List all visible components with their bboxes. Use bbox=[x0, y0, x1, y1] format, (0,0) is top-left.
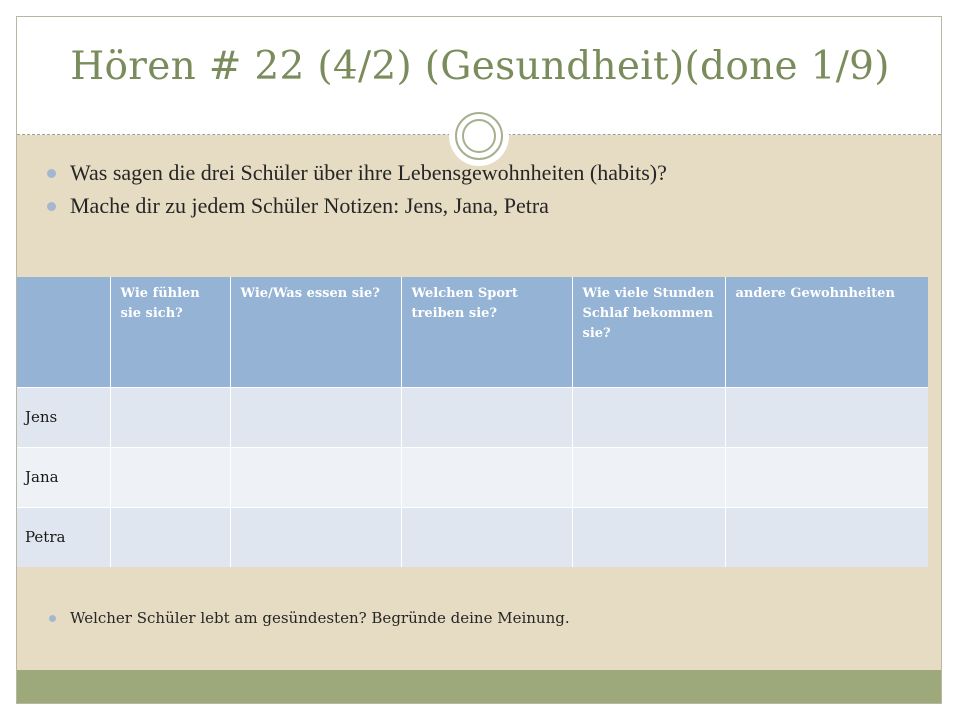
bullet-list bbox=[44, 160, 844, 226]
column-header: Wie/Was essen sie? bbox=[230, 277, 401, 387]
table-header-row bbox=[17, 277, 928, 387]
slide-title: Hören # 22 (4/2) (Gesundheit)(done 1/9) bbox=[70, 44, 890, 89]
bullet-dot-icon bbox=[47, 169, 56, 178]
note-cell[interactable] bbox=[572, 507, 725, 567]
note-cell[interactable] bbox=[230, 447, 401, 507]
student-name-cell: Petra bbox=[17, 507, 110, 567]
bullet-dot-icon bbox=[47, 202, 56, 211]
note-cell[interactable] bbox=[572, 447, 725, 507]
bullet-item bbox=[44, 160, 844, 185]
column-header: Welchen Sport treiben sie? bbox=[401, 277, 572, 387]
bullet-text: Mache dir zu jedem Schüler Notizen: Jens, Jana, Petra bbox=[70, 193, 549, 218]
question-text: Welcher Schüler lebt am gesündesten? Begründe deine Meinung. bbox=[70, 609, 570, 627]
note-cell[interactable] bbox=[230, 387, 401, 447]
note-cell[interactable] bbox=[572, 387, 725, 447]
notes-table bbox=[17, 277, 928, 567]
note-cell[interactable] bbox=[401, 507, 572, 567]
table-row bbox=[17, 447, 928, 507]
note-cell[interactable] bbox=[110, 387, 230, 447]
student-name-cell: Jana bbox=[17, 447, 110, 507]
column-header: Wie fühlen sie sich? bbox=[110, 277, 230, 387]
note-cell[interactable] bbox=[401, 387, 572, 447]
ring-ornament-inner-ring bbox=[462, 119, 496, 153]
table-row bbox=[17, 507, 928, 567]
note-cell[interactable] bbox=[401, 447, 572, 507]
bullet-text: Was sagen die drei Schüler über ihre Lebensgewohnheiten (habits)? bbox=[70, 160, 667, 185]
note-cell[interactable] bbox=[725, 387, 928, 447]
table-row bbox=[17, 387, 928, 447]
note-cell[interactable] bbox=[110, 447, 230, 507]
bullet-dot-icon bbox=[49, 615, 56, 622]
note-cell[interactable] bbox=[230, 507, 401, 567]
footer-band bbox=[17, 670, 941, 703]
student-name-cell: Jens bbox=[17, 387, 110, 447]
column-header: Wie viele Stunden Schlaf bekommen sie? bbox=[572, 277, 725, 387]
note-cell[interactable] bbox=[110, 507, 230, 567]
bullet-item bbox=[44, 193, 844, 218]
column-header: andere Gewohnheiten bbox=[725, 277, 928, 387]
note-cell[interactable] bbox=[725, 507, 928, 567]
note-cell[interactable] bbox=[725, 447, 928, 507]
question-bullet bbox=[44, 609, 570, 627]
column-header bbox=[17, 277, 110, 387]
